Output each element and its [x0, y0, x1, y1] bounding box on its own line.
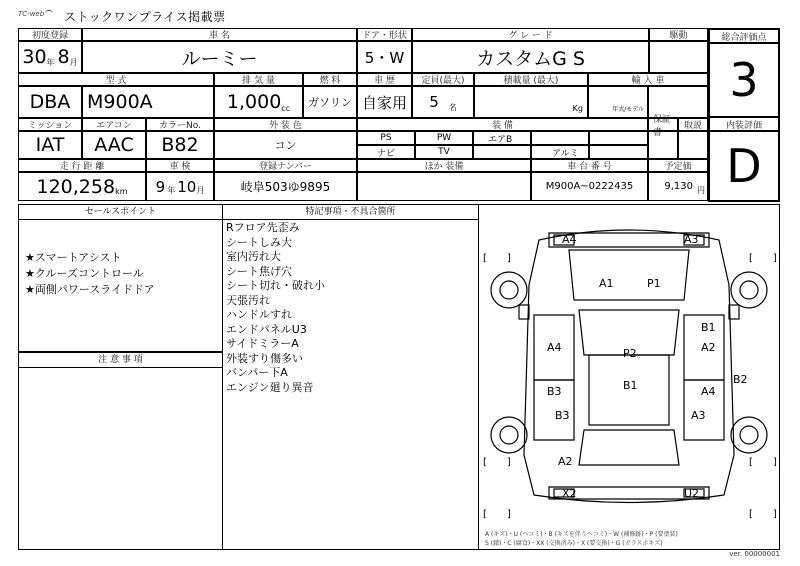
header-category: 車 歴: [357, 73, 412, 86]
wheel-rear-right: [731, 417, 767, 453]
price-value: 9,130 円: [648, 172, 708, 201]
legend-line: S (錆)・C (腐食)・XX (交換済み)・X (要交換)・G (ガラスホキズ): [485, 540, 663, 547]
equip-cell: PW: [415, 131, 473, 145]
list-item: シート焦げ穴: [226, 264, 292, 278]
damage-label: X2: [562, 487, 577, 500]
svg-text:[: [: [749, 253, 753, 264]
equip-cell: エアB: [473, 131, 531, 145]
damage-label: B1: [701, 321, 716, 334]
damage-label: A3: [684, 233, 699, 246]
header-mileage: 走 行 距 離: [18, 159, 146, 172]
sales-points-panel: [18, 204, 223, 352]
equip-cell: アルミ: [531, 145, 589, 159]
damage-label: A4: [562, 233, 577, 246]
mileage-value: 120,258 km: [18, 172, 146, 201]
damage-label: B2: [733, 373, 748, 386]
header-drive: 駆動: [649, 28, 708, 41]
mission-value: IAT: [18, 131, 82, 159]
list-item: ★両側パワースライドドア: [25, 283, 155, 296]
damage-label: B3: [547, 385, 562, 398]
list-item: サイドミラーA: [226, 337, 299, 350]
damage-label: B1: [623, 379, 638, 392]
header-displacement: 排 気 量: [214, 73, 303, 86]
header-ext-color: 外 装 色: [214, 118, 357, 131]
type-prefix: DBA: [18, 86, 82, 118]
damage-label: B3: [555, 409, 570, 422]
car-diagram-panel: [478, 204, 780, 550]
equip-cell: ナビ: [357, 145, 415, 159]
header-warranty: 保証書: [648, 118, 678, 131]
document-title: ストックワンプライス掲載票: [64, 10, 226, 24]
list-item: ★スマートアシスト: [25, 251, 122, 264]
fuel-value: ガソリン: [303, 86, 357, 118]
header-name: 車 名: [82, 28, 357, 41]
svg-text:[: [: [749, 457, 753, 468]
drive-value: [649, 41, 708, 73]
svg-text:]: ]: [507, 509, 511, 520]
cautions-header: 注 意 事 項: [19, 353, 222, 368]
hood: [569, 250, 689, 300]
wheel-front-right: [731, 272, 767, 308]
svg-text:[: [: [483, 253, 487, 264]
header-aircon: エアコン: [82, 118, 146, 131]
grade-value: カスタムG S: [412, 41, 649, 73]
header-manual: 取説: [678, 118, 708, 131]
header-price: 予定価: [648, 159, 708, 172]
damage-label: P2: [623, 347, 637, 360]
list-item: エンドパネルU3: [226, 322, 307, 336]
header-load: 積載量 (最大): [474, 73, 588, 86]
warranty-value: [648, 131, 678, 159]
list-item: シート切れ・破れ小: [226, 279, 325, 292]
svg-text:[: [: [483, 509, 487, 520]
svg-text:]: ]: [773, 509, 777, 520]
header-grade: グ レ ー ド: [412, 28, 649, 41]
list-item: エンジン廻り異音: [226, 380, 314, 394]
svg-text:[: [: [749, 509, 753, 520]
damage-label: A3: [691, 409, 706, 422]
damage-label: U2: [684, 487, 700, 500]
damage-label: A2: [701, 341, 716, 354]
sales-points-list: [19, 220, 222, 298]
aircon-value: AAC: [82, 131, 146, 159]
list-item: 室内汚れ大: [226, 250, 281, 263]
equip-cell: [589, 131, 648, 145]
svg-text:]: ]: [507, 253, 511, 264]
header-plate: 登録ナンバー: [214, 159, 357, 172]
svg-text:]: ]: [773, 253, 777, 264]
inspection-value: 9 年 10 月: [146, 172, 214, 201]
equip-cell: TV: [415, 145, 473, 159]
header-interior-grade: 内装評価: [708, 116, 780, 131]
legend-line: A (キズ)・U (ヘコミ)・B (キズを伴うヘコミ)・W (補修跡)・P (要塗装): [485, 531, 678, 538]
color-no-value: B82: [146, 131, 214, 159]
wheel-rear-left: [491, 417, 527, 453]
damage-label: A2: [558, 455, 573, 468]
list-item: 外装すり傷多い: [226, 351, 303, 365]
equip-cell: PS: [357, 131, 415, 145]
header-equipment: 装 備: [357, 118, 648, 131]
header-inspection: 車 検: [146, 159, 214, 172]
first-reg-value: 30 年 8 月: [18, 41, 82, 73]
damage-label: A1: [599, 277, 614, 290]
list-item: バンパー下A: [226, 366, 288, 379]
damage-label: A4: [701, 385, 716, 398]
cautions-panel: [18, 352, 223, 550]
manual-value: [678, 131, 708, 159]
sales-points-header: セールスポイント: [19, 205, 222, 220]
header-door: ドア・形状: [357, 28, 412, 41]
header-import: 輸 入 車: [588, 73, 708, 86]
notes-header: 特記事項・不具合箇所: [223, 205, 478, 220]
plate-value: 岐阜503ゆ9895: [214, 172, 357, 201]
interior-score: D: [708, 130, 780, 202]
car-diagram: [479, 205, 781, 551]
header-color-no: カラーNo.: [146, 118, 214, 131]
equip-cell: [473, 145, 531, 159]
other-equipment-value: [357, 172, 531, 201]
svg-text:]: ]: [507, 457, 511, 468]
list-item: シートしみ大: [226, 235, 292, 249]
car-name: ルーミー: [82, 41, 357, 73]
equip-cell: [589, 145, 648, 159]
svg-text:[: [: [483, 457, 487, 468]
car-body-outline: [524, 230, 734, 503]
door-shape: 5・W: [357, 41, 412, 73]
model-type: M900A: [82, 86, 214, 118]
damage-legend: [485, 530, 678, 548]
capacity-value: 5 名: [412, 86, 474, 118]
header-mission: ミッション: [18, 118, 82, 131]
rear-hatch: [579, 430, 679, 465]
header-capacity: 定員(最大): [412, 73, 474, 86]
version-label: ver. 00000001: [729, 550, 780, 558]
svg-text:]: ]: [773, 457, 777, 468]
wheel-front-left: [491, 272, 527, 308]
equip-cell: [531, 131, 589, 145]
notes-panel: [222, 204, 479, 550]
category-value: 自家用: [357, 86, 412, 118]
ext-color-value: コン: [214, 131, 357, 159]
header-overall-grade: 総合評価点: [708, 28, 780, 43]
header-first-reg: 初度登録: [18, 28, 82, 41]
header-other-equipment: ほか 装備: [357, 159, 531, 172]
list-item: ハンドルすれ: [226, 308, 292, 321]
damage-label: P1: [647, 277, 661, 290]
list-item: Rフロア先歪み: [226, 221, 300, 234]
header-chassis: 車 台 番 号: [531, 159, 648, 172]
list-item: ★クルーズコントロール: [25, 267, 144, 280]
header-fuel: 燃 料: [303, 73, 357, 86]
displacement-value: 1,000 cc: [214, 86, 303, 118]
notes-list: [223, 220, 478, 395]
chassis-value: M900A−0222435: [531, 172, 648, 201]
logo: TC-web: [18, 8, 60, 21]
import-value: 年式/モデル: [588, 86, 648, 118]
damage-label: A4: [547, 341, 562, 354]
header-type: 型 式: [18, 73, 214, 86]
load-value: Kg: [474, 86, 588, 118]
list-item: 天張汚れ: [226, 293, 270, 307]
overall-score: 3: [708, 42, 780, 118]
